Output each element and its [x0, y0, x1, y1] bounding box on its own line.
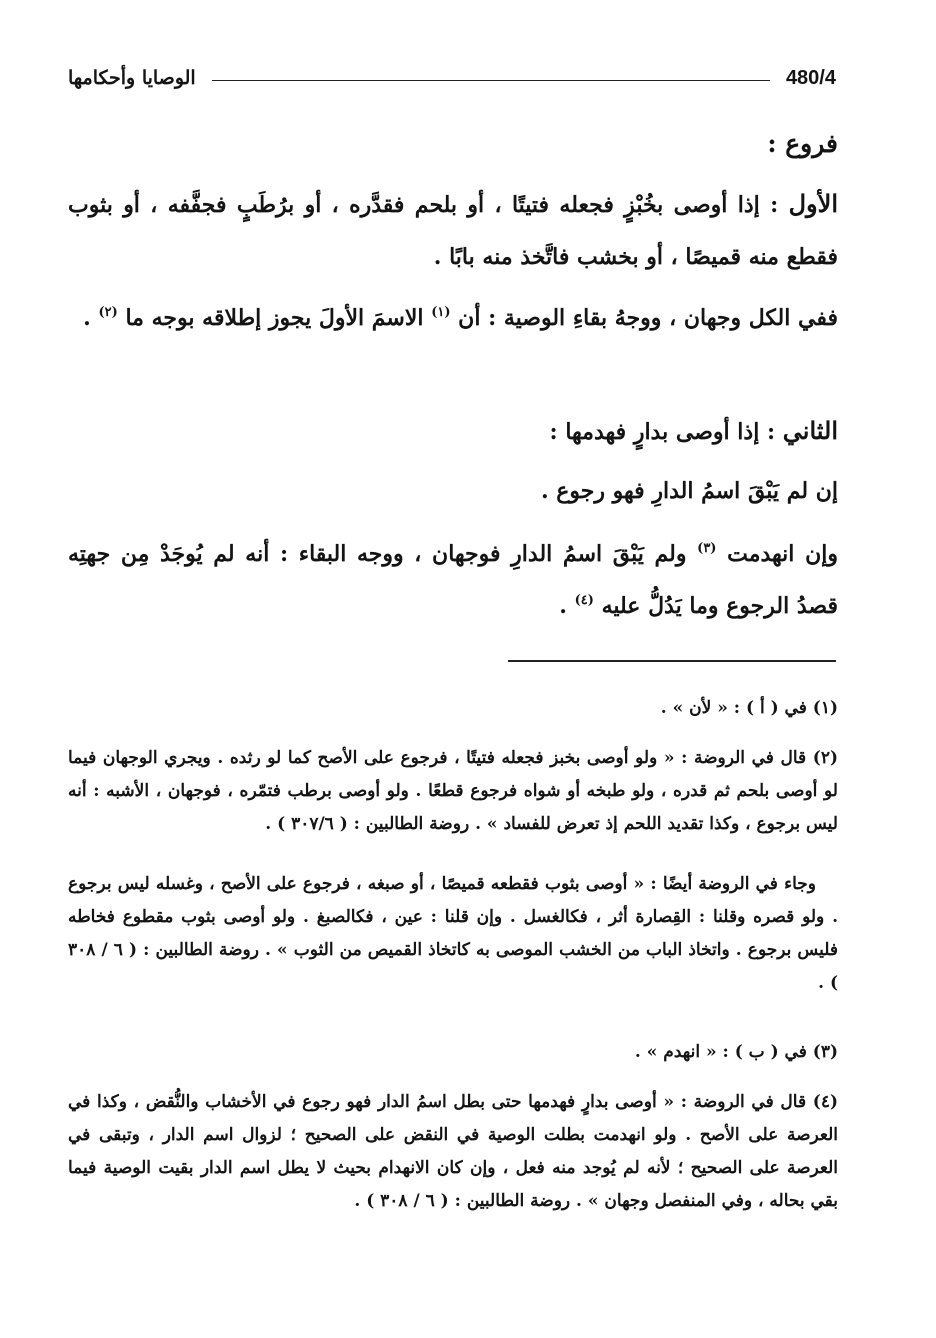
- footnote-ref-4: (٤): [574, 593, 594, 608]
- paragraph-first-case: [68, 178, 838, 283]
- both-views-text-c: .: [83, 305, 91, 331]
- footnote-2-continued: وجاء في الروضة أيضًا : « أوصى بثوب فقطعه قميصًا ، أو صبغه ، فرجوع على الأصح ، وغسله ليس برجوع . ولو قصره وقلنا : القِصارة أثر ، فكالغسل . وإن قلنا : عين ، فكالصبغ . ولو أوصى بثوب مقطوع فخاطه فليس برجوع . واتخاذ الباب من الخشب الموصى به كاتخاذ القميص من الثوب » . روضة الطالبين : ( ٦ / ٣٠٨ ) .: [68, 874, 838, 993]
- footnote-ref-1: (١): [431, 305, 451, 320]
- paragraph-if-not-remaining: إن لم يَبْقَ اسمُ الدارِ فهو رجوع .: [540, 478, 838, 504]
- both-views-text-a: ففي الكل وجهان ، ووجهُ بقاءِ الوصية : أن: [458, 305, 838, 331]
- first-case-label: الأول: [788, 189, 838, 218]
- section-heading: فروع :: [767, 129, 838, 158]
- footnote-3: (٣) في ( ب ) : « انهدم » .: [634, 1042, 838, 1062]
- collapsed-text-c: .: [559, 593, 567, 619]
- collapsed-text-a: وإن انهدمت: [727, 541, 838, 567]
- footnote-1: (١) في ( أ ) : « لأن » .: [660, 698, 838, 718]
- running-header: [68, 58, 836, 98]
- both-views-text-b: الاسمَ الأولَ يجوز إطلاقه بوجه ما: [125, 305, 424, 331]
- paragraph-collapsed: [68, 528, 838, 632]
- footnote-2: (٢) قال في الروضة : « ولو أوصى بخبز فجعله فتيتًا ، فرجوع على الأصح كما لو رثده . ويجري الوجهان فيما لو أوصى بلحم ثم قدره ، ولو طبخه أو شواه فرجوع قطعًا . ولو أوصى برطب فتمّره ، فوجهان ، الأشبه : أنه ليس برجوع ، وكذا تقديد اللحم إذ تعرض للفساد » . روضة الطالبين : ( ٣٠٧/٦ ) .: [68, 748, 838, 834]
- header-rule: [212, 80, 770, 81]
- footnote-divider: [508, 660, 836, 662]
- second-case-label: الثاني: [782, 416, 838, 445]
- page-number: 480/4: [785, 66, 836, 89]
- paragraph-both-views: [68, 292, 838, 344]
- second-case-text: : إذا أوصى بدارٍ فهدمها :: [549, 419, 776, 445]
- first-case-text: : إذا أوصى بخُبْزٍ فجعله فتيتًا ، أو بلحم فقدَّره ، أو برُطَبٍ فجفَّفه ، أو بثوب فقطع منه قميصًا ، أو بخشب فاتَّخذ منه بابًا .: [68, 192, 838, 270]
- footnote-ref-3: (٣): [697, 541, 717, 556]
- footnote-ref-2: (٢): [98, 305, 118, 320]
- footnote-4: (٤) قال في الروضة : « أوصى بدارٍ فهدمها حتى بطل اسمُ الدار فهو رجوع في الأخشاب والنُّقض ، وكذا في العرصة على الأصح . ولو انهدمت بطلت الوصية في النقض على الصحيح ؛ لزوال اسم الدار ، وتبقى في العرصة على الصحيح ؛ لأنه لم يُوجد منه فعل ، وإن كان الانهدام بحيث لا يطل اسم الدار بقيت الوصية فيما بقي بحاله ، وفي المنفصل وجهان » . روضة الطالبين : ( ٦ / ٣٠٨ ) .: [68, 1092, 838, 1211]
- chapter-title: الوصايا وأحكامها: [68, 67, 196, 89]
- collapsed-text-b: ولم يَبْقَ اسمُ الدارِ فوجهان ، ووجه البقاء : أنه لم يُوجَدْ مِن جهتِه قصدُ الرجوع وما يَدُلُّ عليه: [68, 541, 838, 619]
- paragraph-second-case: [68, 405, 838, 458]
